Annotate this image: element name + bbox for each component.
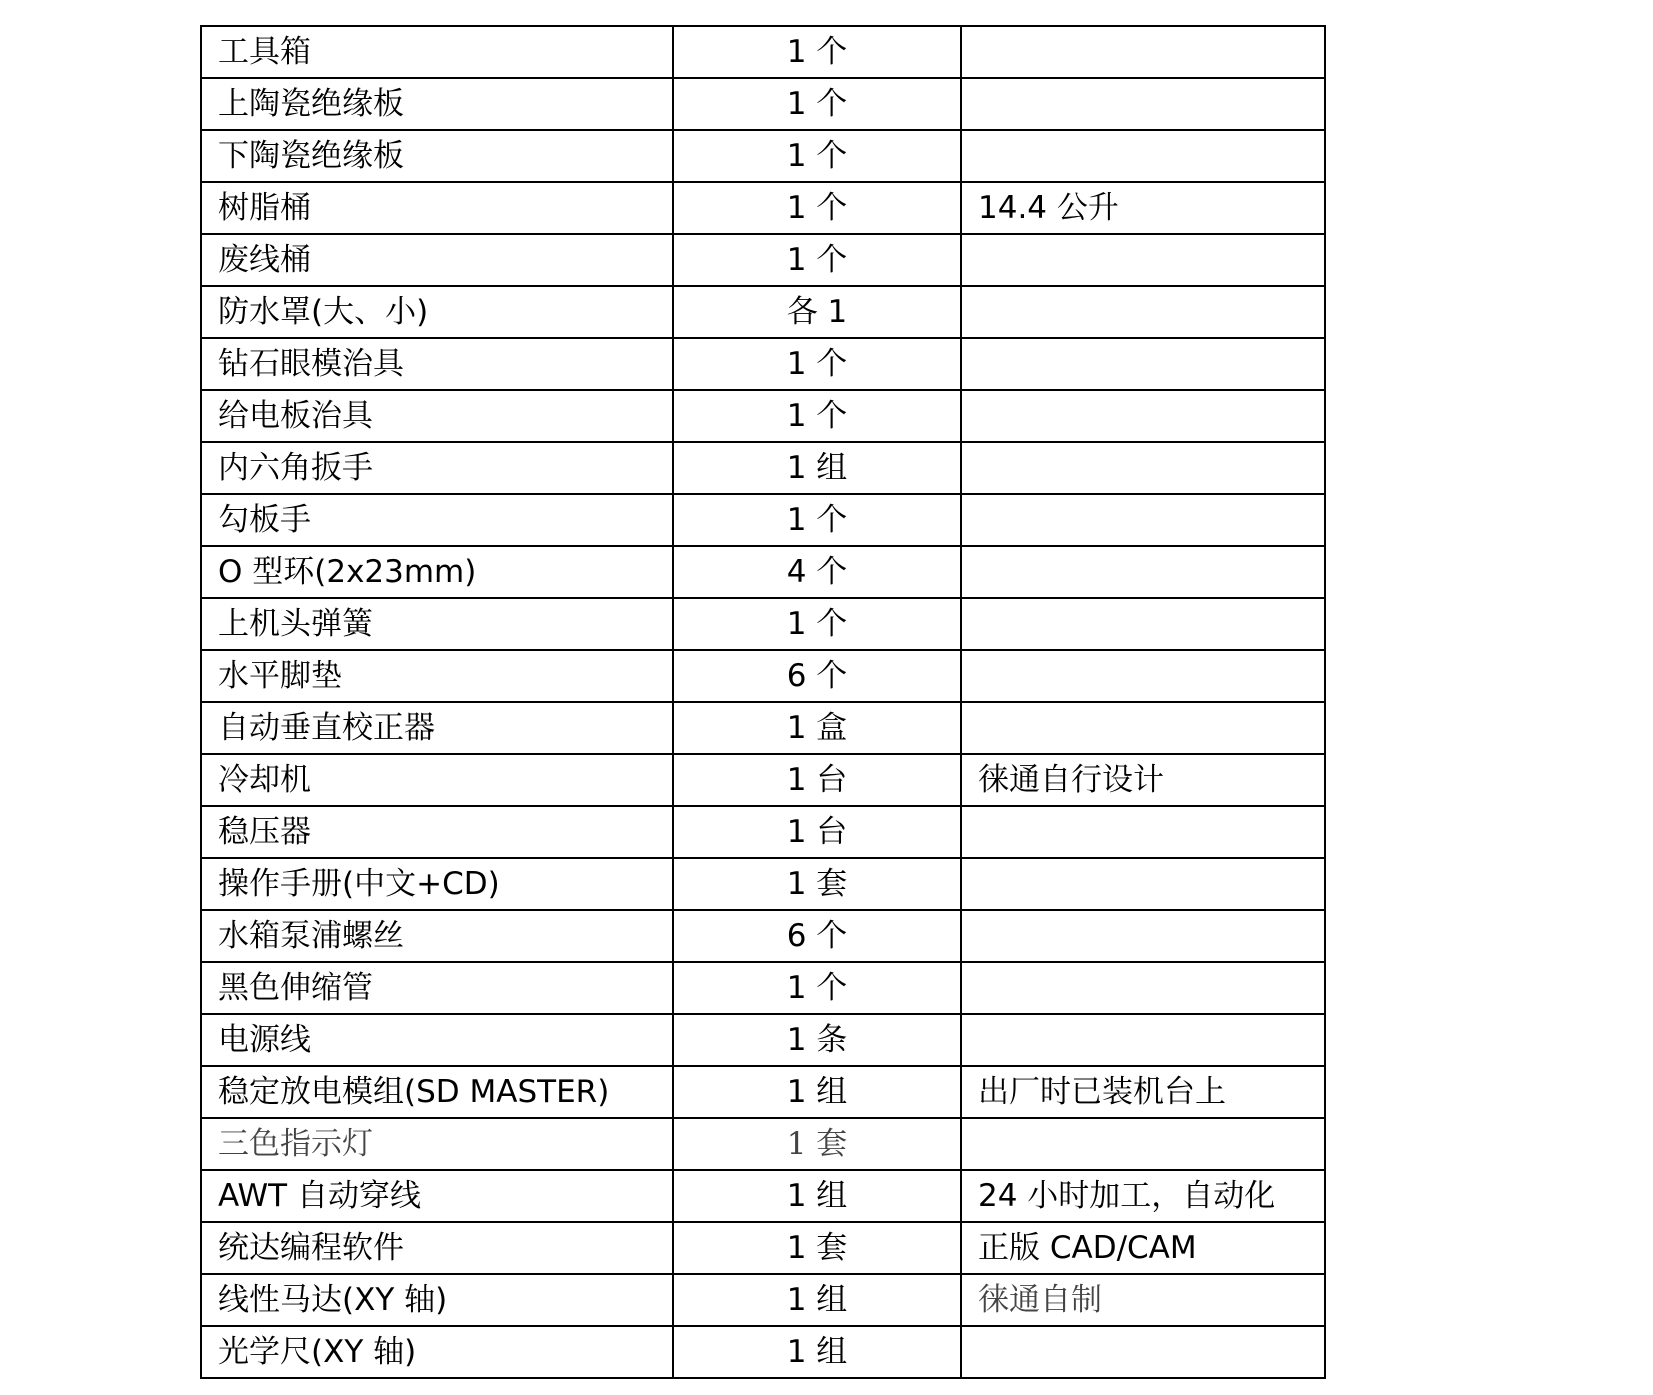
note-cell	[961, 442, 1325, 494]
note-cell	[961, 130, 1325, 182]
table-row	[201, 546, 1325, 598]
table-row	[201, 1118, 1325, 1170]
quantity-cell: 1 组	[673, 1274, 961, 1326]
quantity-cell: 1 个	[673, 598, 961, 650]
quantity-cell: 1 套	[673, 1118, 961, 1170]
quantity-cell: 1 盒	[673, 702, 961, 754]
note-cell	[961, 962, 1325, 1014]
table-row	[201, 962, 1325, 1014]
quantity-cell: 1 个	[673, 390, 961, 442]
quantity-cell: 1 组	[673, 442, 961, 494]
note-cell	[961, 858, 1325, 910]
quantity-cell: 1 台	[673, 754, 961, 806]
quantity-cell: 1 个	[673, 182, 961, 234]
note-cell: 出厂时已装机台上	[961, 1066, 1325, 1118]
item-name-cell: 三色指示灯	[201, 1118, 673, 1170]
quantity-cell: 1 条	[673, 1014, 961, 1066]
item-name-cell: AWT 自动穿线	[201, 1170, 673, 1222]
item-name-cell: 上机头弹簧	[201, 598, 673, 650]
table-row	[201, 338, 1325, 390]
item-name-cell: 电源线	[201, 1014, 673, 1066]
table-row	[201, 130, 1325, 182]
quantity-cell: 1 个	[673, 26, 961, 78]
table-row	[201, 26, 1325, 78]
table-row	[201, 1066, 1325, 1118]
item-name-cell: 冷却机	[201, 754, 673, 806]
note-cell	[961, 390, 1325, 442]
item-name-cell: 内六角扳手	[201, 442, 673, 494]
item-name-cell: 给电板治具	[201, 390, 673, 442]
quantity-cell: 1 组	[673, 1170, 961, 1222]
table-row	[201, 442, 1325, 494]
table-row	[201, 910, 1325, 962]
note-cell	[961, 234, 1325, 286]
quantity-cell: 1 个	[673, 494, 961, 546]
table-row	[201, 806, 1325, 858]
quantity-cell: 4 个	[673, 546, 961, 598]
note-cell	[961, 650, 1325, 702]
quantity-cell: 1 套	[673, 1222, 961, 1274]
quantity-cell: 1 组	[673, 1066, 961, 1118]
note-cell	[961, 26, 1325, 78]
table-row	[201, 598, 1325, 650]
note-cell	[961, 546, 1325, 598]
note-cell	[961, 1014, 1325, 1066]
quantity-cell: 6 个	[673, 910, 961, 962]
item-name-cell: 钻石眼模治具	[201, 338, 673, 390]
item-name-cell: 稳定放电模组(SD MASTER)	[201, 1066, 673, 1118]
table-row	[201, 182, 1325, 234]
quantity-cell: 各 1	[673, 286, 961, 338]
note-cell	[961, 598, 1325, 650]
table-row	[201, 1014, 1325, 1066]
item-name-cell: 光学尺(XY 轴)	[201, 1326, 673, 1378]
note-cell	[961, 494, 1325, 546]
note-cell: 24 小时加工，自动化	[961, 1170, 1325, 1222]
table-row	[201, 234, 1325, 286]
note-cell	[961, 286, 1325, 338]
item-name-cell: 勾板手	[201, 494, 673, 546]
item-name-cell: 操作手册(中文+CD)	[201, 858, 673, 910]
note-cell	[961, 806, 1325, 858]
note-cell: 正版 CAD/CAM	[961, 1222, 1325, 1274]
quantity-cell: 1 个	[673, 338, 961, 390]
item-name-cell: 工具箱	[201, 26, 673, 78]
note-cell: 徕通自行设计	[961, 754, 1325, 806]
note-cell: 徕通自制	[961, 1274, 1325, 1326]
table-row	[201, 702, 1325, 754]
note-cell	[961, 1326, 1325, 1378]
table-row	[201, 1326, 1325, 1378]
quantity-cell: 6 个	[673, 650, 961, 702]
item-name-cell: 防水罩(大、小)	[201, 286, 673, 338]
table-row	[201, 390, 1325, 442]
item-name-cell: 树脂桶	[201, 182, 673, 234]
quantity-cell: 1 台	[673, 806, 961, 858]
table-row	[201, 78, 1325, 130]
table-row	[201, 858, 1325, 910]
quantity-cell: 1 个	[673, 78, 961, 130]
quantity-cell: 1 个	[673, 234, 961, 286]
note-cell	[961, 78, 1325, 130]
item-name-cell: 上陶瓷绝缘板	[201, 78, 673, 130]
table-row	[201, 286, 1325, 338]
item-name-cell: O 型环(2x23mm)	[201, 546, 673, 598]
item-name-cell: 废线桶	[201, 234, 673, 286]
table-row	[201, 754, 1325, 806]
table-row	[201, 650, 1325, 702]
quantity-cell: 1 个	[673, 130, 961, 182]
item-name-cell: 自动垂直校正器	[201, 702, 673, 754]
note-cell	[961, 338, 1325, 390]
item-name-cell: 稳压器	[201, 806, 673, 858]
note-cell	[961, 910, 1325, 962]
quantity-cell: 1 套	[673, 858, 961, 910]
item-name-cell: 水箱泵浦螺丝	[201, 910, 673, 962]
item-name-cell: 水平脚垫	[201, 650, 673, 702]
table-row	[201, 494, 1325, 546]
item-name-cell: 线性马达(XY 轴)	[201, 1274, 673, 1326]
quantity-cell: 1 个	[673, 962, 961, 1014]
item-name-cell: 统达编程软件	[201, 1222, 673, 1274]
item-name-cell: 下陶瓷绝缘板	[201, 130, 673, 182]
note-cell: 14.4 公升	[961, 182, 1325, 234]
accessories-table	[200, 25, 1326, 1379]
item-name-cell: 黑色伸缩管	[201, 962, 673, 1014]
note-cell	[961, 702, 1325, 754]
table-row	[201, 1274, 1325, 1326]
table-row	[201, 1222, 1325, 1274]
table-row	[201, 1170, 1325, 1222]
note-cell	[961, 1118, 1325, 1170]
quantity-cell: 1 组	[673, 1326, 961, 1378]
